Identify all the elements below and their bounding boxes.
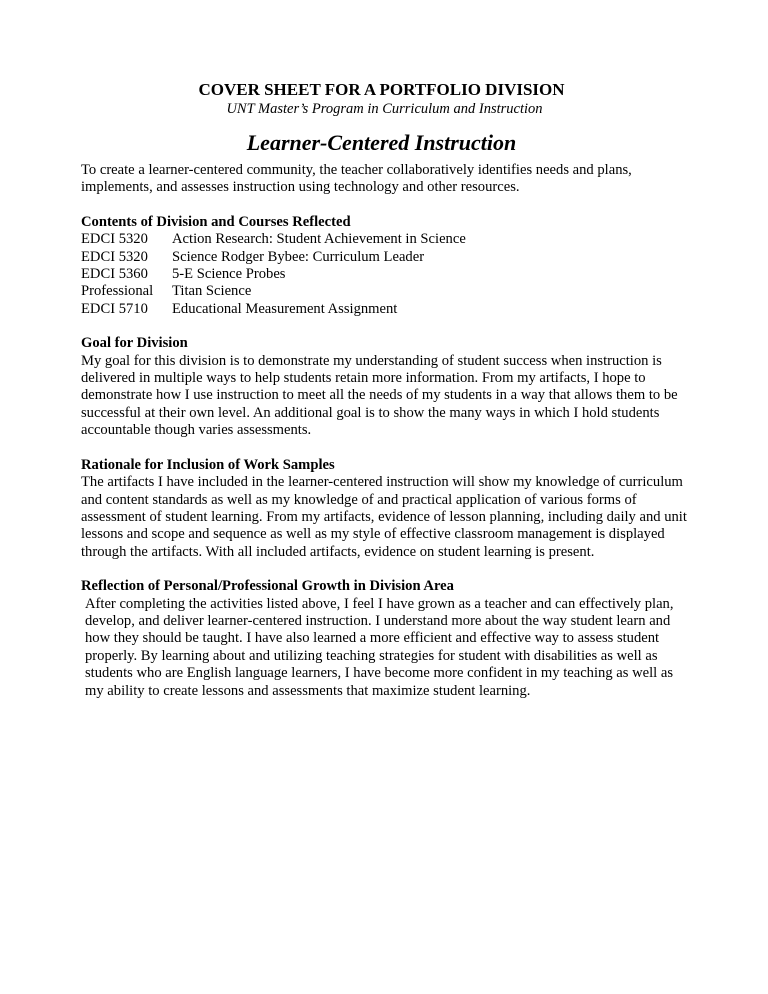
rationale-text: The artifacts I have included in the learner-centered instruction will show my knowledge of curriculum and content standards as well as my knowledge of and practical application of various forms of assessment of student learning. From my artifacts, evidence of lesson planning, including daily and unit lessons and scope and sequence as well as my style of effective classroom management is displayed through the artifacts. With all included artifacts, evidence on student learning is present. xyxy=(81,474,687,560)
goal-text: My goal for this division is to demonstrate my understanding of student success when instruction is delivered in multiple ways to help students retain more information. From my artifacts, I hope to demonstrate how I use instruction to meet all the needs of my students in a way that allows them to be successful at their own level. An additional goal is to show the many ways in which I hold students accountable though varies assessments. xyxy=(81,352,678,439)
course-row xyxy=(81,231,688,248)
course-code: EDCI 5360 xyxy=(81,266,148,283)
goal-heading: Goal for Division xyxy=(81,335,188,352)
course-row xyxy=(81,266,688,283)
course-code: EDCI 5710 xyxy=(81,300,148,317)
rationale-section xyxy=(81,457,688,561)
reflection-text: After completing the activities listed above, I feel I have grown as a teacher and can effectively plan, develop, and deliver learner-centered instruction. I understand more about the way student learn and how they should be taught. I have also learned a more efficient and effective way to assess student properly. By learning about and utilizing teaching strategies for student with disabilities as well as students who are English language learners, I have become more confident in my teaching as well as my ability to create lessons and assessments that maximize student learning. xyxy=(85,595,674,699)
reflection-heading: Reflection of Personal/Professional Growth in Division Area xyxy=(81,578,454,595)
contents-heading: Contents of Division and Courses Reflected xyxy=(81,213,351,230)
reflection-section xyxy=(81,578,688,700)
course-title: 5-E Science Probes xyxy=(172,266,286,283)
program-subtitle: UNT Master’s Program in Curriculum and Instruction xyxy=(226,101,543,117)
course-title: Science Rodger Bybee: Curriculum Leader xyxy=(172,248,425,265)
goal-section xyxy=(81,335,688,439)
page-title: COVER SHEET FOR A PORTFOLIO DIVISION xyxy=(198,80,565,99)
course-code: Professional xyxy=(81,283,154,300)
division-intro: To create a learner-centered community, the teacher collaboratively identifies needs and plans, implements, and assesses instruction using technology and other resources. xyxy=(81,162,632,196)
course-title: Educational Measurement Assignment xyxy=(172,300,398,317)
course-code: EDCI 5320 xyxy=(81,248,148,265)
contents-section xyxy=(81,214,688,318)
course-row xyxy=(81,283,688,300)
rationale-heading: Rationale for Inclusion of Work Samples xyxy=(81,456,335,473)
course-row xyxy=(81,249,688,266)
course-row xyxy=(81,301,688,318)
course-title: Action Research: Student Achievement in Science xyxy=(172,231,466,248)
course-title: Titan Science xyxy=(172,283,252,300)
division-title: Learner-Centered Instruction xyxy=(246,130,517,155)
course-code: EDCI 5320 xyxy=(81,231,148,248)
